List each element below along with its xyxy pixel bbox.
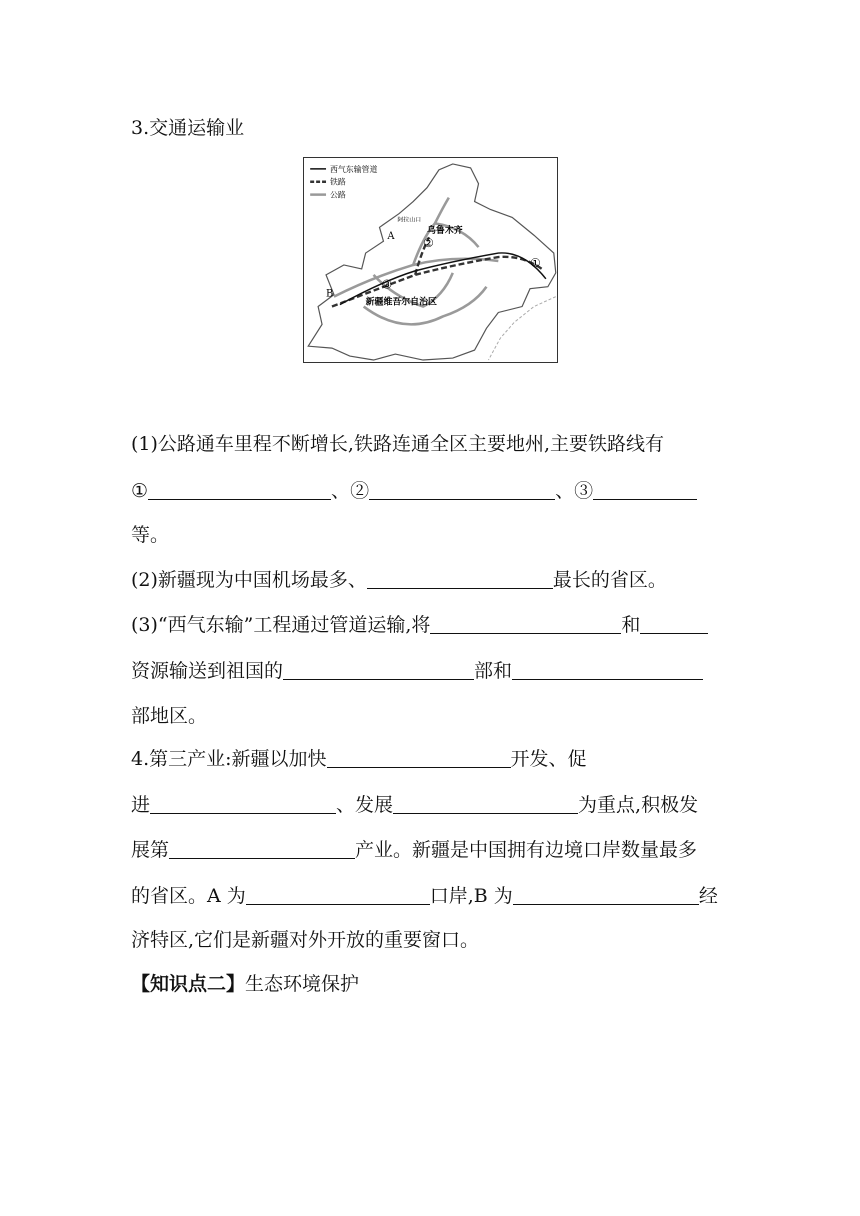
q4-blank-5[interactable] (246, 886, 430, 905)
q1-marker-1: ① (131, 480, 149, 502)
knowledge-point-2-title: 生态环境保护 (245, 973, 360, 995)
q1-blank-1[interactable] (148, 481, 331, 500)
q4-blank-4[interactable] (169, 840, 355, 859)
q1-sep-2: 、 (555, 480, 575, 502)
xinjiang-transport-map (303, 157, 558, 363)
q2-before: (2)新疆现为中国机场最多、 (131, 569, 367, 591)
q3-line1 (131, 613, 708, 637)
urumqi-label: 乌鲁木齐 (427, 226, 463, 237)
region-label: 新疆维吾尔自治区 (365, 297, 437, 308)
q4-line4-before: 的省区。A 为 (131, 885, 246, 907)
legend-highway: 公路 (329, 190, 346, 200)
q1-blank-2[interactable] (369, 481, 555, 500)
q3-line2 (131, 659, 703, 683)
q4-blank-6[interactable] (513, 886, 699, 905)
letter-b: B (326, 288, 334, 300)
q1-marker-2: ② (350, 480, 370, 502)
q3-before: (3)“西气东输”工程通过管道运输,将 (131, 614, 431, 636)
knowledge-point-2-bracket: 【知识点二】 (131, 973, 246, 995)
q4-line4 (131, 884, 718, 908)
q4-line5: 济特区,它们是新疆对外开放的重要窗口。 (131, 929, 480, 951)
q4-line4-after: 经 (698, 885, 718, 907)
q3-blank-4[interactable] (512, 661, 703, 680)
q4-blank-1[interactable] (327, 749, 511, 768)
q4-line3-before: 展第 (131, 839, 170, 861)
q4-line1-after: 开发、促 (510, 748, 587, 770)
section-heading-transport: 3.交通运输业 (131, 117, 245, 139)
q3-line2-mid: 部和 (474, 660, 513, 682)
q1-line2 (131, 479, 697, 503)
q3-line2-before: 资源输送到祖国的 (131, 660, 284, 682)
q2-after: 最长的省区。 (552, 569, 667, 591)
q4-line1-before: 4.第三产业:新疆以加快 (131, 748, 327, 770)
q1-line3: 等。 (131, 524, 170, 546)
q1-sep-1: 、 (331, 480, 351, 502)
knowledge-point-2-heading (131, 972, 359, 996)
marker-1: ① (530, 255, 541, 270)
q4-blank-3[interactable] (393, 795, 578, 814)
q4-line2-before: 进 (131, 794, 151, 816)
q4-blank-2[interactable] (150, 795, 336, 814)
map-legend (310, 164, 377, 200)
q4-line4-mid: 口岸,B 为 (429, 885, 513, 907)
q2-line (131, 568, 667, 592)
marker-3: ③ (381, 277, 393, 292)
q3-blank-3[interactable] (283, 661, 474, 680)
q3-line3: 部地区。 (131, 705, 208, 727)
alashankou-label: 阿拉山口 (397, 216, 422, 224)
q1-marker-3: ③ (574, 480, 594, 502)
q4-line3-after: 产业。新疆是中国拥有边境口岸数量最多 (355, 839, 698, 861)
q3-blank-1[interactable] (430, 615, 621, 634)
q1-line1: (1)公路通车里程不断增长,铁路连通全区主要地州,主要铁路线有 (131, 433, 664, 455)
marker-2: ② (423, 236, 434, 251)
q1-blank-3[interactable] (593, 481, 697, 500)
q4-line2-after: 为重点,积极发 (578, 794, 699, 816)
q2-blank[interactable] (367, 570, 553, 589)
q3-blank-2[interactable] (640, 615, 708, 634)
legend-pipeline: 西气东输管道 (329, 164, 378, 174)
q4-line2-mid: 、发展 (336, 794, 394, 816)
legend-railway: 铁路 (329, 177, 346, 187)
letter-a: A (387, 231, 395, 243)
q4-line1 (131, 747, 587, 771)
q4-line3 (131, 838, 697, 862)
q3-mid: 和 (621, 614, 641, 636)
q4-line2 (131, 793, 698, 817)
map-figure (304, 158, 557, 362)
